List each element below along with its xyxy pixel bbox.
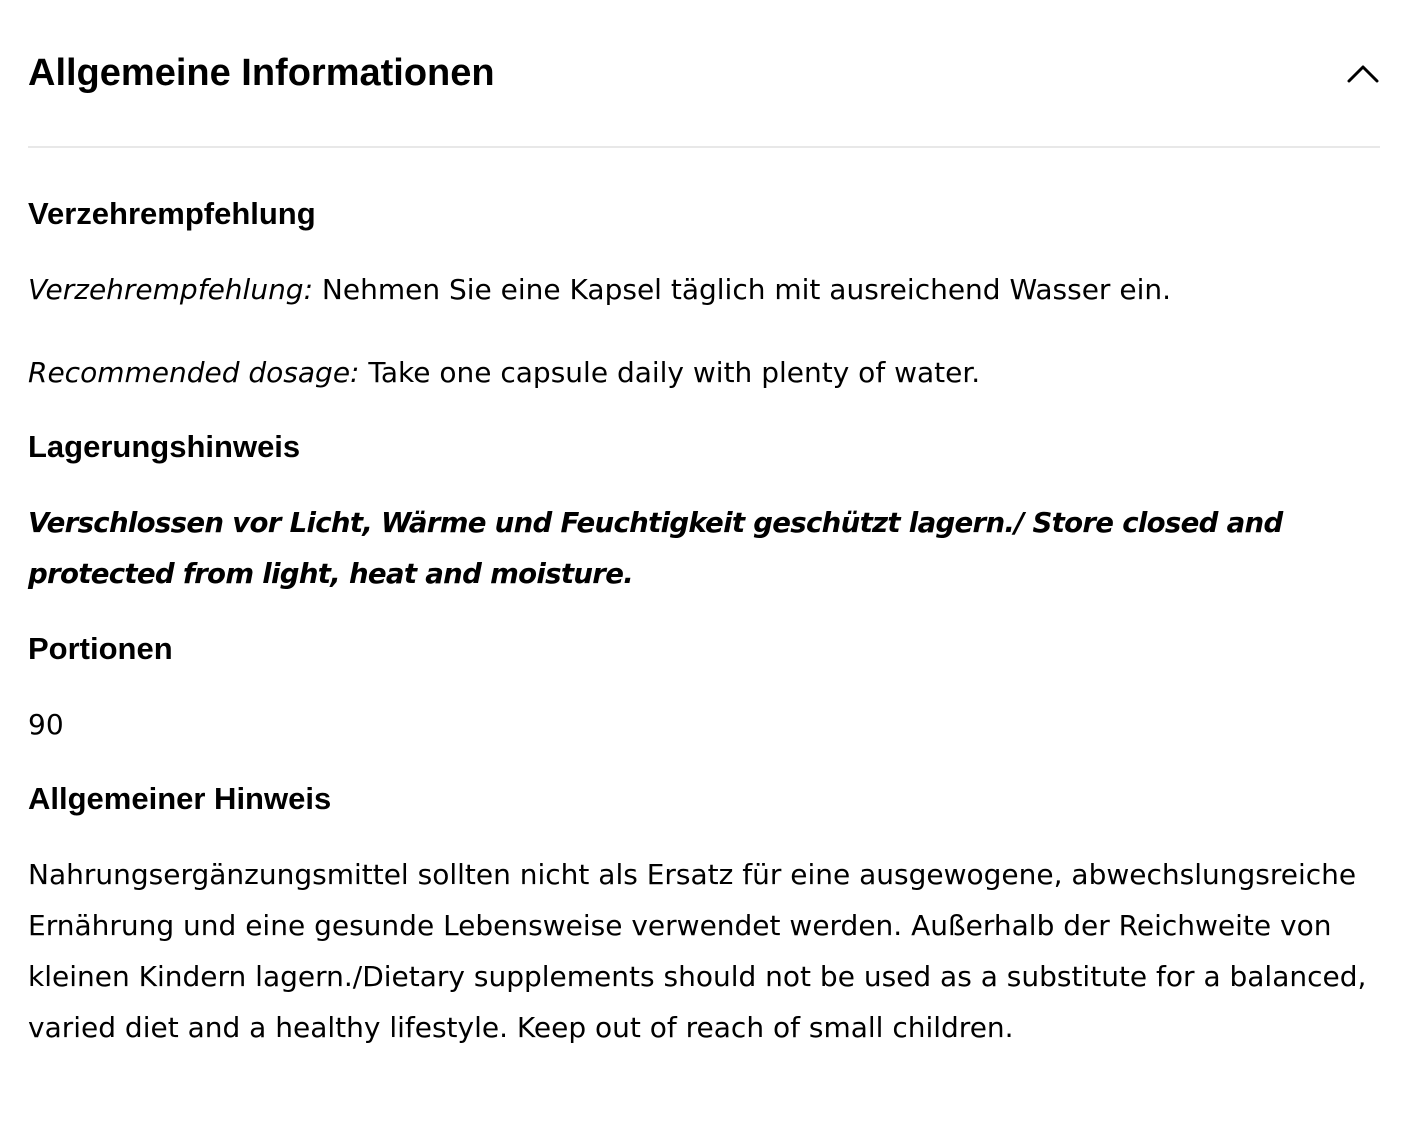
dosage-de-text — [28, 264, 1380, 315]
storage-heading: Lagerungshinweis — [28, 429, 301, 464]
dosage-en-text — [28, 347, 1380, 398]
dosage-de-label: Verzehrempfehlung: — [28, 273, 314, 306]
chevron-up-icon[interactable] — [1346, 58, 1380, 88]
portions-heading: Portionen — [28, 631, 173, 666]
dosage-heading: Verzehrempfehlung — [28, 196, 316, 231]
accordion-title: Allgemeine Informationen — [28, 52, 495, 94]
portions-value: 90 — [28, 708, 64, 741]
dosage-en-label: Recommended dosage: — [28, 356, 360, 389]
notice-heading: Allgemeiner Hinweis — [28, 781, 332, 816]
accordion-header[interactable] — [28, 0, 1380, 148]
general-info-accordion — [28, 0, 1380, 1044]
dosage-de-value: Nehmen Sie eine Kapsel täglich mit ausreichend Wasser ein. — [313, 273, 1171, 306]
dosage-en-value: Take one capsule daily with plenty of water. — [359, 356, 981, 389]
storage-text: Verschlossen vor Licht, Wärme und Feuchtigkeit geschützt lagern./ Store closed and protected from light, heat and moisture. — [28, 506, 1283, 590]
notice-text: Nahrungsergänzungsmittel sollten nicht als Ersatz für eine ausgewogene, abwechslungsreiche Ernährung und eine gesunde Lebensweise verwendet werden. Außerhalb der Reichweite von kleinen Kindern lagern./Dietary supplements should not be used as a substitute for a balanced, varied diet and a healthy lifestyle. Keep out of reach of small children. — [28, 858, 1367, 1044]
